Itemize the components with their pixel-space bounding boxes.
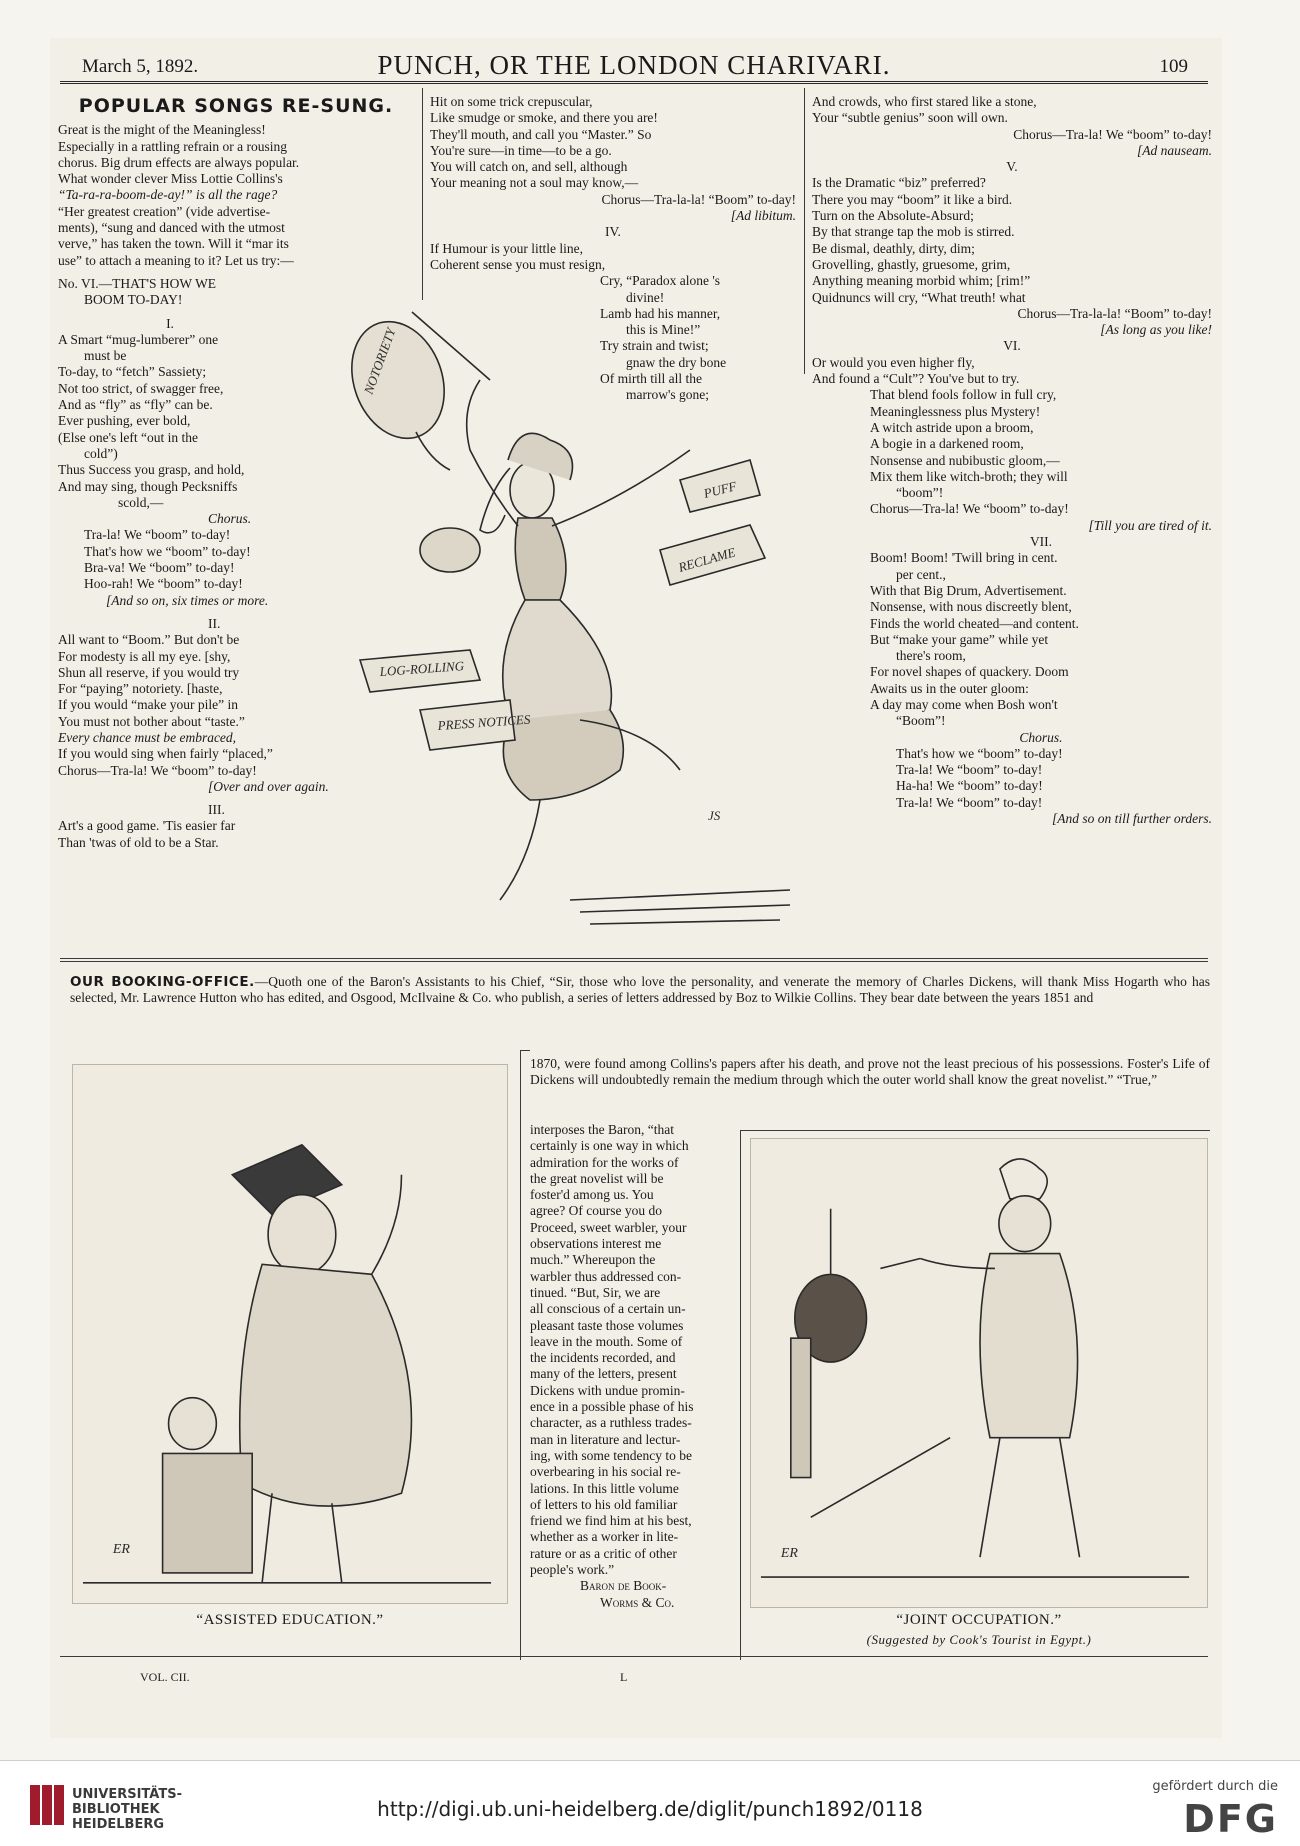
verse-line: And found a “Cult”? You've but to try. <box>812 371 1020 387</box>
verse-line: And crowds, who first stared like a stone, <box>812 94 1037 109</box>
verse-number: V. <box>1006 159 1018 175</box>
verse-line: Of mirth till all the <box>600 371 702 387</box>
verse-line: Ever pushing, ever bold, <box>58 413 191 429</box>
verse-line: And as “fly” as “fly” can be. <box>58 397 213 413</box>
chorus-line: Tra-la! We “boom” to-day! <box>896 794 1043 810</box>
cartoon-caption: “JOINT OCCUPATION.” <box>896 1612 1062 1628</box>
verse-line: Shun all reserve, if you would try <box>58 664 240 680</box>
verse-line: But “make your game” while yet <box>870 631 1049 647</box>
verse-number: VI. <box>1003 338 1021 354</box>
column-rule <box>422 88 423 300</box>
chorus-line: Chorus—Tra-la-la! “Boom” to-day! <box>1017 305 1212 321</box>
text-line: whether as a worker in lite- <box>530 1529 679 1545</box>
library-footer-bar <box>0 1760 1300 1846</box>
source-url-link[interactable]: http://digi.ub.uni-heidelberg.de/diglit/punch1892/0118 <box>377 1797 923 1821</box>
library-name-line: UNIVERSITÄTS- <box>72 1787 182 1802</box>
intro-line: verve,” has taken the town. Will it “mar its <box>58 236 289 252</box>
text-line: admiration for the works of <box>530 1154 679 1170</box>
section-divider <box>60 958 1208 959</box>
chorus-line: Tra-la! We “boom” to-day! <box>84 527 231 543</box>
text-line: many of the letters, present <box>530 1366 677 1382</box>
text-line: overbearing in his social re- <box>530 1464 681 1480</box>
text-line: warbler thus addressed con- <box>530 1268 682 1284</box>
verse-line: per cent., <box>896 566 946 582</box>
stage-direction: [Ad libitum. <box>730 208 796 224</box>
verse-line: “boom”! <box>896 485 944 501</box>
section-text: 1870, were found among Collins's papers after his death, and prove not the least precious of his possessions. Foster's Life of Dickens will undoubtedly remain the medium through which the outer world shall know the great novelist.” “True,” <box>530 1056 1210 1088</box>
artist-signature: ER <box>112 1541 130 1557</box>
balloon-label: NOTORIETY <box>360 325 399 397</box>
column-rule <box>520 1050 530 1051</box>
section-divider <box>60 961 1208 962</box>
verse-line: Try strain and twist; <box>600 338 709 354</box>
chorus-line: Chorus—Tra-la! We “boom” to-day! <box>1013 126 1212 142</box>
paper-sheet <box>50 38 1222 1738</box>
text-line: Dickens with undue promin- <box>530 1382 685 1398</box>
text-line: ing, with some tendency to be <box>530 1447 692 1463</box>
text-line: rature or as a critic of other <box>530 1545 677 1561</box>
verse-line: For modesty is all my eye. [shy, <box>58 648 231 664</box>
page-header <box>60 48 1208 84</box>
verse-number: IV. <box>605 224 621 240</box>
verse-line: Or would you even higher fly, <box>812 354 975 370</box>
verse-line: A bogie in a darkened room, <box>870 436 1024 452</box>
verse-line: You're sure—in time—to be a go. <box>430 142 612 158</box>
verse-line: A witch astride upon a broom, <box>870 419 1034 435</box>
text-line: people's work.” <box>530 1562 615 1578</box>
verse-line: Not too strict, of swagger free, <box>58 380 224 396</box>
intro-line: ments), “sung and danced with the utmost <box>58 220 285 236</box>
verse-line: You will catch on, and sell, although <box>430 159 628 175</box>
verse-line: By that strange tap the mob is stirred. <box>812 224 1015 240</box>
verse-line: Finds the world cheated—and content. <box>870 615 1079 631</box>
song-title: No. VI.—THAT'S HOW WE <box>58 275 217 291</box>
chef-hat-shape <box>1000 1159 1047 1199</box>
verse-line: Awaits us in the outer gloom: <box>870 680 1029 696</box>
verse-line: divine! <box>626 289 665 305</box>
verse-line: must be <box>84 348 127 364</box>
intro-line: “Her greatest creation” (vide advertise- <box>58 203 271 219</box>
verse-line: scold,— <box>118 494 164 510</box>
volume-label: VOL. CII. <box>140 1670 190 1684</box>
text-line: foster'd among us. You <box>530 1187 654 1203</box>
verse-line: Than 'twas of old to be a Star. <box>58 834 219 850</box>
verse-line: this is Mine!” <box>626 322 701 338</box>
verse-line: You must not bother about “taste.” <box>58 713 245 729</box>
verse-line: All want to “Boom.” But don't be <box>58 632 240 648</box>
verse-number: II. <box>208 615 221 631</box>
verse-line: If Humour is your little line, <box>430 240 583 256</box>
intro-line: What wonder clever Miss Lottie Collins's <box>58 171 283 187</box>
library-name-line: HEIDELBERG <box>72 1817 165 1832</box>
text-line: interposes the Baron, “that <box>530 1122 674 1137</box>
chorus-label: Chorus. <box>1019 729 1063 745</box>
paper-label: LOG-ROLLING <box>379 658 465 679</box>
section-text: —Quoth one of the Baron's Assistants to his Chief, “Sir, those who love the personality, and venerate the memory of Charles Dickens, will thank Miss Hogarth who has selected, Mr. Lawrence Hutton who has edited, and Osgood, McIlvaine & Co. who publish, a series of letters addressed by Boz to Wilkie Collins. They bear date between the years 1851 and <box>70 974 1210 1006</box>
chorus-line: Tra-la! We “boom” to-day! <box>896 762 1043 778</box>
verse-line: gnaw the dry bone <box>626 354 727 370</box>
verse-line: And may sing, though Pecksniffs <box>58 478 238 494</box>
artist-signature: ER <box>780 1546 798 1562</box>
signature-mark: L <box>620 1670 628 1684</box>
chorus-line: That's how we “boom” to-day! <box>896 745 1063 761</box>
verse-line: A day may come when Bosh won't <box>870 696 1058 712</box>
stage-direction: [Over and over again. <box>208 778 329 794</box>
verse-line: Is the Dramatic “biz” preferred? <box>812 175 986 191</box>
masthead: PUNCH, OR THE LONDON CHARIVARI. <box>377 50 891 80</box>
page-number: 109 <box>1159 56 1188 77</box>
text-line: agree? Of course you do <box>530 1203 662 1219</box>
verse-line: There you may “boom” it like a bird. <box>812 191 1013 207</box>
verse-line: (Else one's left “out in the <box>58 429 199 445</box>
chorus-line: That's how we “boom” to-day! <box>84 543 251 559</box>
text-line: friend we find him at his best, <box>530 1513 692 1529</box>
text-line: all conscious of a certain un- <box>530 1301 686 1317</box>
cartoon-subcaption: (Suggested by Cook's Tourist in Egypt.) <box>866 1632 1092 1647</box>
stage-direction: [And so on till further orders. <box>1051 811 1212 827</box>
verse-line: If you would “make your pile” in <box>58 697 238 713</box>
verse-line: Nonsense, with nous discreetly blent, <box>870 599 1072 615</box>
intro-line: use” to attach a meaning to it? Let us try:— <box>58 252 294 268</box>
verse-line: Boom! Boom! 'Twill bring in cent. <box>870 550 1058 566</box>
text-line: Proceed, sweet warbler, your <box>530 1219 687 1235</box>
verse-line: Mix them like witch-broth; they will <box>870 468 1068 484</box>
verse-line: Your meaning not a soul may know,— <box>430 175 639 191</box>
intro-line: Great is the might of the Meaningless! <box>58 122 266 138</box>
stage-direction: [Till you are tired of it. <box>1088 517 1212 533</box>
intro-line: chorus. Big drum effects are always popular. <box>58 154 300 170</box>
booking-office-narrow-column <box>530 1122 732 1611</box>
paper-label: PUFF <box>702 478 738 501</box>
verse-line: Coherent sense you must resign, <box>430 256 606 272</box>
dancer-illustration <box>320 300 820 950</box>
text-line: leave in the mouth. Some of <box>530 1333 683 1349</box>
verse-line: With that Big Drum, Advertisement. <box>870 582 1067 598</box>
chorus-line: Chorus—Tra-la! We “boom” to-day! <box>58 762 257 778</box>
signoff: Worms & Co. <box>600 1594 675 1610</box>
booking-office-intro <box>70 974 1210 1007</box>
text-line: ence in a possible phase of his <box>530 1399 694 1415</box>
cartoon-joint-occupation <box>750 1138 1208 1608</box>
text-line: tinued. “But, Sir, we are <box>530 1284 661 1300</box>
text-line: much.” Whereupon the <box>530 1252 656 1268</box>
verse-line: Meaninglessness plus Mystery! <box>870 403 1041 419</box>
verse-line: Nonsense and nubibustic gloom,— <box>870 452 1060 468</box>
verse-line: there's room, <box>896 648 966 664</box>
paper-label: RECLAME <box>676 544 738 575</box>
verse-line: cold”) <box>84 445 118 461</box>
column-rule <box>740 1130 1210 1131</box>
text-line: certainly is one way in which <box>530 1138 689 1154</box>
section-heading: OUR BOOKING-OFFICE. <box>70 974 255 990</box>
text-line: observations interest me <box>530 1236 662 1252</box>
artist-signature: JS <box>708 808 721 823</box>
verse-line: To-day, to “fetch” Sassiety; <box>58 364 207 380</box>
verse-number: III. <box>208 802 225 818</box>
verse-line: Turn on the Absolute-Absurd; <box>812 208 974 224</box>
bottom-rule <box>60 1656 1208 1657</box>
verse-line: Quidnuncs will cry, “What treuth! what <box>812 289 1026 305</box>
library-name-line: BIBLIOTHEK <box>72 1802 160 1817</box>
verse-line: Like smudge or smoke, and there you are! <box>430 110 658 126</box>
cartoon-assisted-education <box>72 1064 508 1604</box>
chorus-label: Chorus. <box>208 511 252 527</box>
song-title: BOOM TO-DAY! <box>84 292 183 308</box>
verse-line: Thus Success you grasp, and hold, <box>58 462 245 478</box>
verse-line: Hit on some trick crepuscular, <box>430 94 593 109</box>
verse-line: Anything meaning morbid whim; [rim!” <box>812 273 1031 289</box>
text-line: the great novelist will be <box>530 1170 664 1186</box>
verse-number: VII. <box>1029 534 1053 550</box>
chorus-line: Chorus—Tra-la-la! “Boom” to-day! <box>601 191 796 207</box>
text-line: lations. In this little volume <box>530 1480 679 1496</box>
chorus-line: Chorus—Tra-la! We “boom” to-day! <box>870 501 1069 517</box>
chorus-line: Bra-va! We “boom” to-day! <box>84 560 235 576</box>
verse-line: Your “subtle genius” soon will own. <box>812 110 1008 126</box>
verse-line: For “paying” notoriety. [haste, <box>58 681 223 697</box>
dfg-logo: DFG <box>1183 1797 1278 1841</box>
intro-line: “Ta-ra-ra-boom-de-ay!” is all the rage? <box>58 187 278 203</box>
verse-line: A Smart “mug-lumberer” one <box>58 331 219 347</box>
intro-line: Especially in a rattling refrain or a rousing <box>58 138 288 154</box>
text-line: man in literature and lectur- <box>530 1431 681 1447</box>
stage-direction: [And so on, six times or more. <box>106 592 269 608</box>
verse-line: marrow's gone; <box>626 387 710 403</box>
chorus-line: Hoo-rah! We “boom” to-day! <box>84 576 243 592</box>
verse-line: That blend fools follow in full cry, <box>870 387 1057 403</box>
verse-line: Lamb had his manner, <box>600 305 721 321</box>
text-line: the incidents recorded, and <box>530 1350 676 1366</box>
verse-number: I. <box>166 315 174 331</box>
article-column-3 <box>812 94 1212 827</box>
verse-line: Art's a good game. 'Tis easier far <box>58 818 236 834</box>
article-title: POPULAR SONGS RE-SUNG. <box>78 95 394 117</box>
text-line: pleasant taste those volumes <box>530 1317 684 1333</box>
issue-date: March 5, 1892. <box>82 56 199 77</box>
verse-line: “Boom”! <box>896 713 946 729</box>
chorus-line: Ha-ha! We “boom” to-day! <box>896 778 1043 794</box>
column-rule <box>740 1130 741 1660</box>
verse-line: They'll mouth, and call you “Master.” So <box>430 126 652 142</box>
verse-line: Grovelling, ghastly, gruesome, grim, <box>812 256 1011 272</box>
verse-line: Cry, “Paradox alone 's <box>600 273 721 289</box>
column-rule <box>520 1050 521 1660</box>
verse-line: Be dismal, deathly, dirty, dim; <box>812 240 975 256</box>
stage-direction: [As long as you like! <box>1100 322 1212 338</box>
funding-label: gefördert durch die <box>1152 1779 1278 1794</box>
paper-label: PRESS NOTICES <box>437 711 531 733</box>
verse-line: For novel shapes of quackery. Doom <box>870 664 1069 680</box>
booking-office-cont <box>530 1056 1210 1089</box>
balloon-shape <box>336 309 460 452</box>
verse-line: Every chance must be embraced, <box>58 729 237 745</box>
cartoon-caption: “ASSISTED EDUCATION.” <box>196 1612 384 1628</box>
verse-line: If you would sing when fairly “placed,” <box>58 746 273 762</box>
text-line: character, as a ruthless trades- <box>530 1415 692 1431</box>
text-line: of letters to his old familiar <box>530 1496 678 1512</box>
signoff: Baron de Book- <box>580 1578 667 1594</box>
stage-direction: [Ad nauseam. <box>1137 142 1212 158</box>
